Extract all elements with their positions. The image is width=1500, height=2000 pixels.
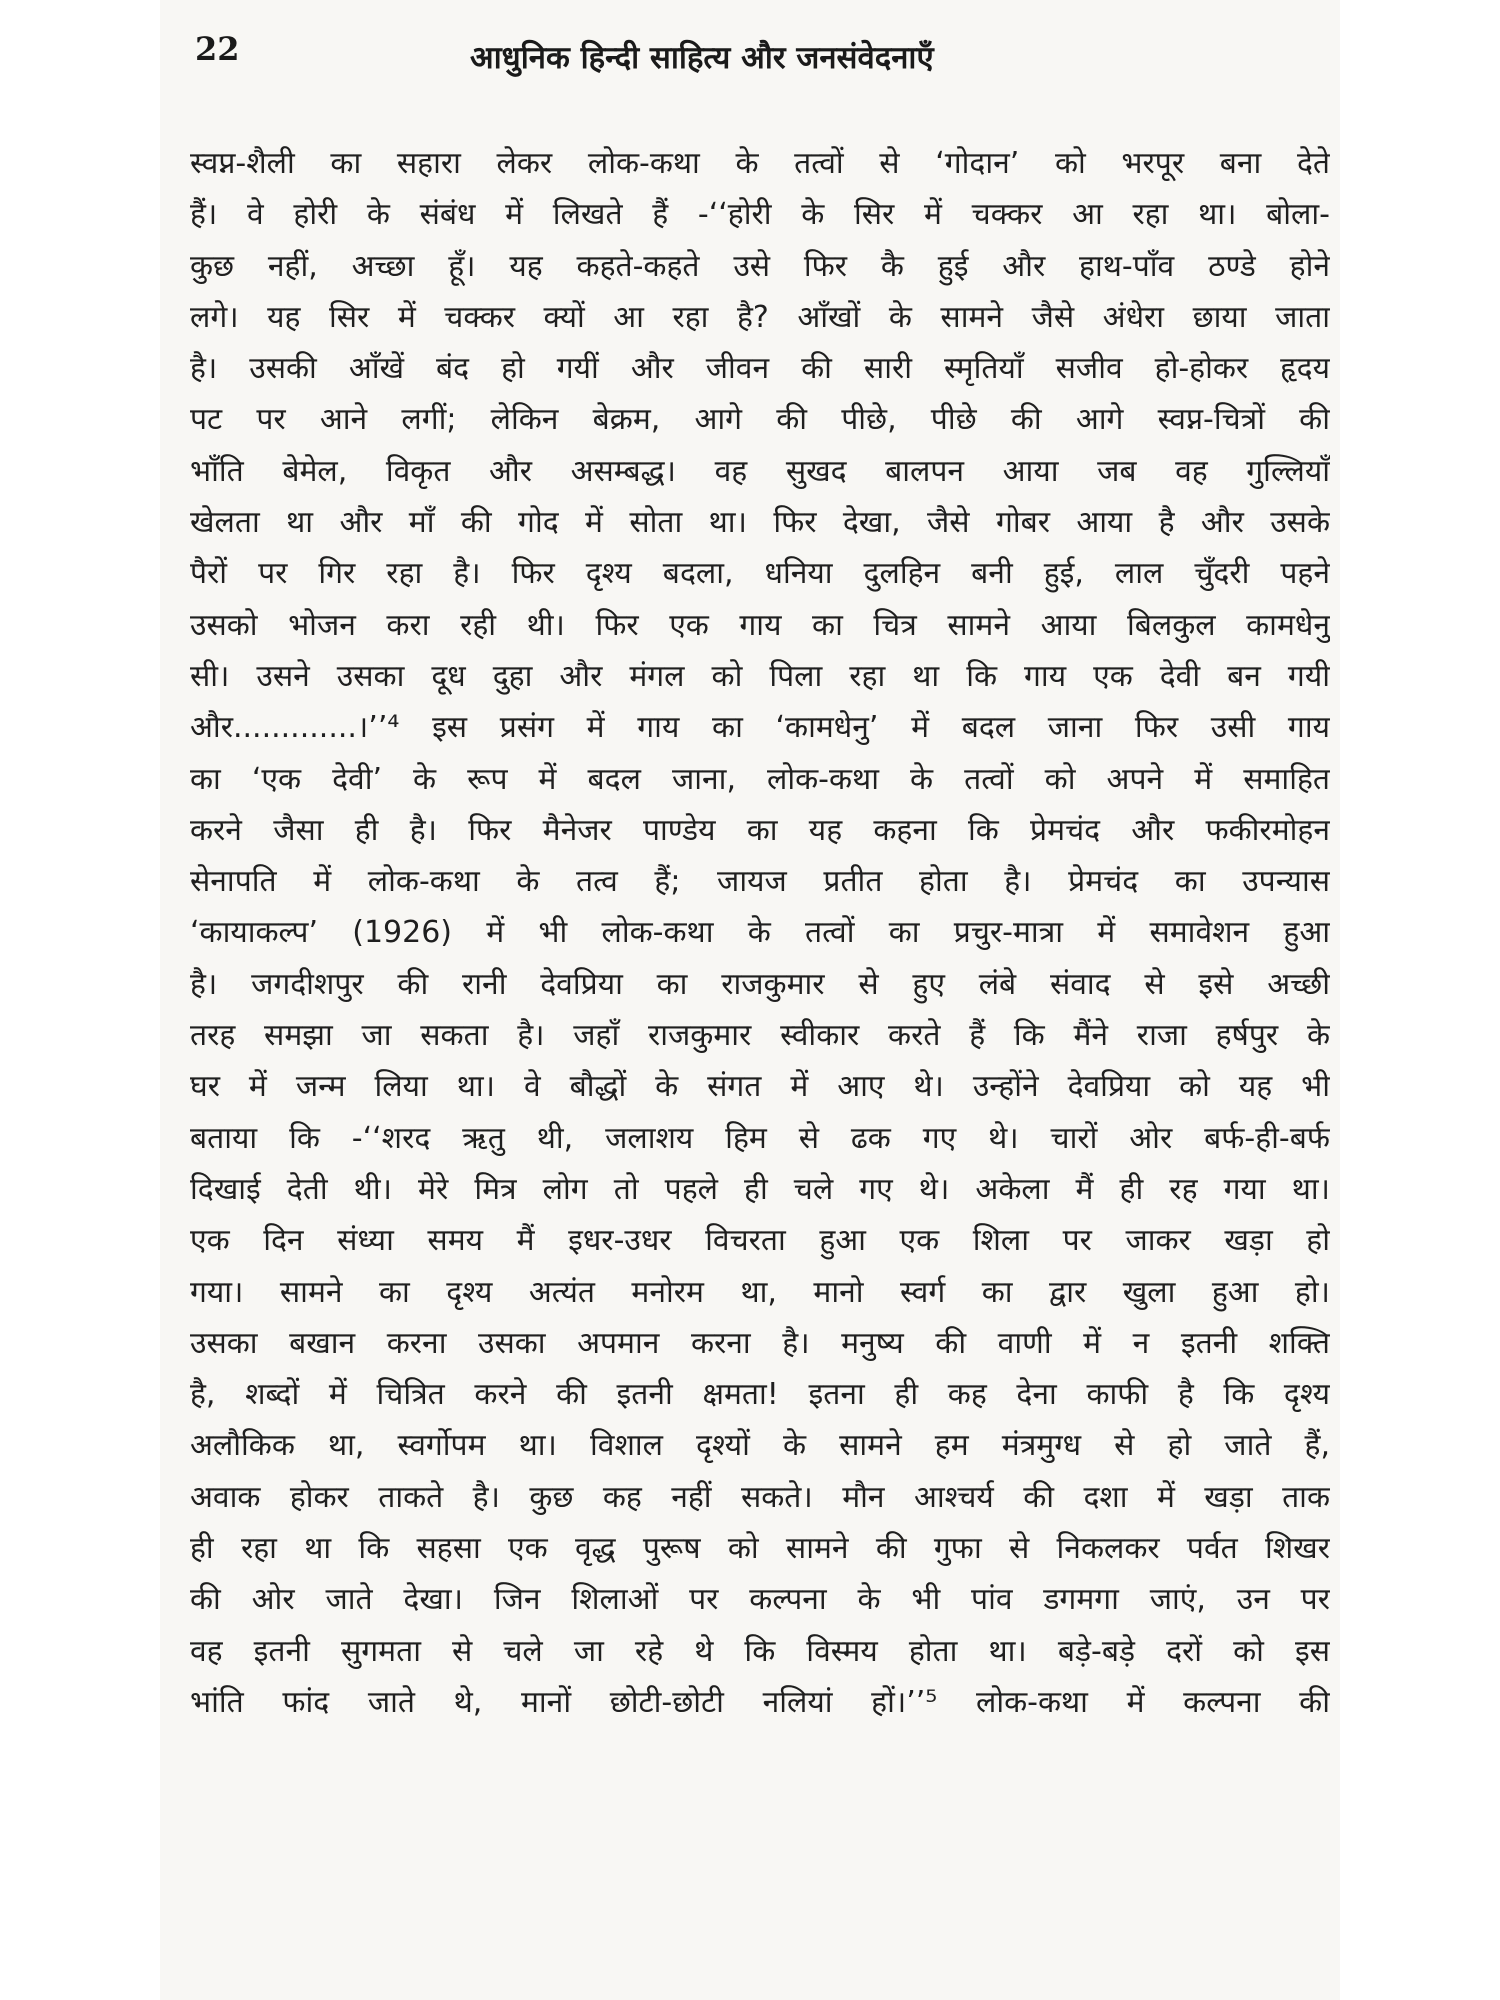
- text-line: की ओर जाते देखा। जिन शिलाओं पर कल्पना के भी पांव डगमगा जाएं, उन पर: [190, 1582, 1330, 1618]
- text-line: हैं। वे होरी के संबंध में लिखते हैं -‘‘होरी के सिर में चक्कर आ रहा था। बोला-: [190, 197, 1330, 233]
- text-line: उसका बखान करना उसका अपमान करना है। मनुष्य की वाणी में न इतनी शक्ति: [190, 1325, 1330, 1361]
- text-line: करने जैसा ही है। फिर मैनेजर पाण्डेय का यह कहना कि प्रेमचंद और फकीरमोहन: [190, 812, 1330, 848]
- text-line: खेलता था और माँ की गोद में सोता था। फिर देखा, जैसे गोबर आया है और उसके: [190, 505, 1330, 541]
- text-line: तरह समझा जा सकता है। जहाँ राजकुमार स्वीकार करते हैं कि मैंने राजा हर्षपुर के: [190, 1018, 1330, 1054]
- text-line: सेनापति में लोक-कथा के तत्व हैं; जायज प्रतीत होता है। प्रेमचंद का उपन्यास: [190, 864, 1330, 900]
- text-line: बताया कि -‘‘शरद ऋतु थी, जलाशय हिम से ढक गए थे। चारों ओर बर्फ-ही-बर्फ: [190, 1120, 1330, 1156]
- text-line: स्वप्न-शैली का सहारा लेकर लोक-कथा के तत्वों से ‘गोदान’ को भरपूर बना देते: [190, 146, 1330, 181]
- text-line: और.............।’’⁴ इस प्रसंग में गाय का ‘कामधेनु’ में बदल जाना फिर उसी गाय: [190, 710, 1330, 746]
- text-line: का ‘एक देवी’ के रूप में बदल जाना, लोक-कथा के तत्वों को अपने में समाहित: [190, 761, 1330, 797]
- text-line: अलौकिक था, स्वर्गोपम था। विशाल दृश्यों के सामने हम मंत्रमुग्ध से हो जाते हैं,: [190, 1428, 1330, 1464]
- text-line: पैरों पर गिर रहा है। फिर दृश्य बदला, धनिया दुलहिन बनी हुई, लाल चुँदरी पहने: [190, 556, 1330, 592]
- page-number: 22: [195, 30, 240, 68]
- running-title: आधुनिक हिन्दी साहित्य और जनसंवेदनाएँ: [470, 40, 934, 76]
- text-line: है। जगदीशपुर की रानी देवप्रिया का राजकुमार से हुए लंबे संवाद से इसे अच्छी: [190, 966, 1330, 1002]
- text-line: ही रहा था कि सहसा एक वृद्ध पुरूष को सामने की गुफा से निकलकर पर्वत शिखर: [190, 1531, 1330, 1567]
- text-line: लगे। यह सिर में चक्कर क्यों आ रहा है? आँखों के सामने जैसे अंधेरा छाया जाता: [190, 299, 1330, 335]
- text-line: वह इतनी सुगमता से चले जा रहे थे कि विस्मय होता था। बड़े-बड़े दरों को इस: [190, 1633, 1330, 1669]
- text-line: एक दिन संध्या समय मैं इधर-उधर विचरता हुआ एक शिला पर जाकर खड़ा हो: [190, 1223, 1330, 1259]
- text-line: अवाक होकर ताकते है। कुछ कह नहीं सकते। मौन आश्चर्य की दशा में खड़ा ताक: [190, 1479, 1330, 1515]
- text-line: दिखाई देती थी। मेरे मित्र लोग तो पहले ही चले गए थे। अकेला मैं ही रह गया था।: [190, 1171, 1330, 1207]
- text-line: उसको भोजन करा रही थी। फिर एक गाय का चित्र सामने आया बिलकुल कामधेनु: [190, 607, 1330, 643]
- text-line: है। उसकी आँखें बंद हो गयीं और जीवन की सारी स्मृतियाँ सजीव हो-होकर हृदय: [190, 351, 1330, 387]
- text-line: पट पर आने लगीं; लेकिन बेक्रम, आगे की पीछे, पीछे की आगे स्वप्न-चित्रों की: [190, 402, 1330, 438]
- body-paragraph: [190, 138, 1330, 1728]
- text-line: घर में जन्म लिया था। वे बौद्धों के संगत में आए थे। उन्होंने देवप्रिया को यह भी: [190, 1069, 1330, 1105]
- text-line: है, शब्दों में चित्रित करने की इतनी क्षमता! इतना ही कह देना काफी है कि दृश्य: [190, 1377, 1330, 1413]
- text-line: भाँति बेमेल, विकृत और असम्बद्ध। वह सुखद बालपन आया जब वह गुल्लियाँ: [190, 453, 1330, 489]
- text-line: सी। उसने उसका दूध दुहा और मंगल को पिला रहा था कि गाय एक देवी बन गयी: [190, 658, 1330, 694]
- text-line: गया। सामने का दृश्य अत्यंत मनोरम था, मानो स्वर्ग का द्वार खुला हुआ हो।: [190, 1274, 1330, 1310]
- text-line: ‘कायाकल्प’ (1926) में भी लोक-कथा के तत्वों का प्रचुर-मात्रा में समावेशन हुआ: [190, 915, 1330, 951]
- text-line: कुछ नहीं, अच्छा हूँ। यह कहते-कहते उसे फिर कै हुई और हाथ-पाँव ठण्डे होने: [190, 248, 1330, 284]
- text-line: भांति फांद जाते थे, मानों छोटी-छोटी नलियां हों।’’⁵ लोक-कथा में कल्पना की: [190, 1684, 1330, 1720]
